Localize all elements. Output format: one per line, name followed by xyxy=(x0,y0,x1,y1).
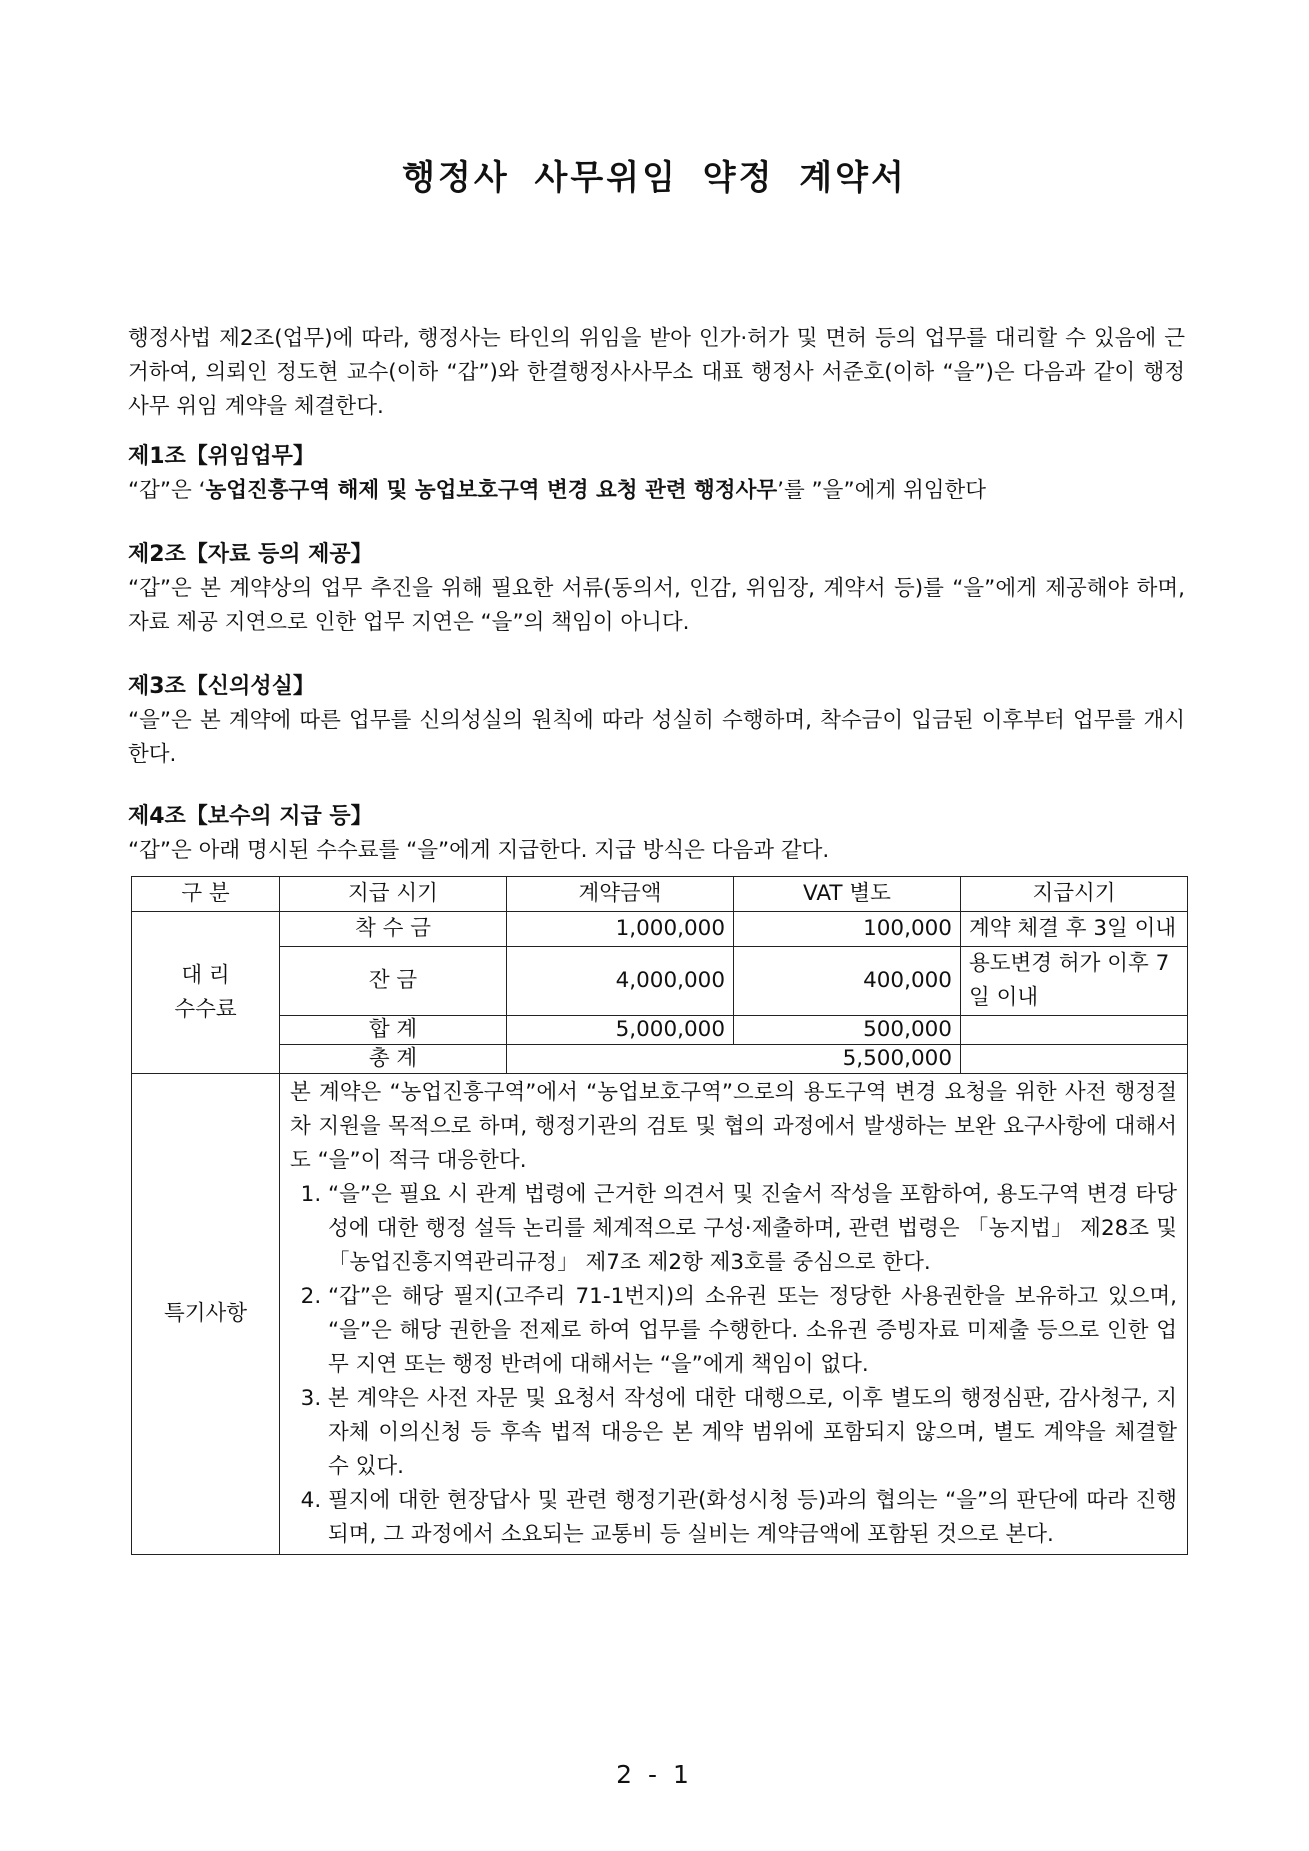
article-3-body: “을”은 본 계약에 따른 업무를 신의성실의 원칙에 따라 성실히 수행하며, 착수금이 입금된 이후부터 업무를 개시한다. xyxy=(128,708,1185,767)
article-1-task: 농업진흥구역 해제 및 농업보호구역 변경 요청 관련 행정사무 xyxy=(205,478,778,503)
notes-row xyxy=(132,1074,1188,1555)
header-cell: 지급 시기 xyxy=(280,877,507,912)
article-1-heading: 제1조【위임업무】 xyxy=(128,444,315,469)
notes-lead: 본 계약은 “농업진흥구역”에서 “농업보호구역”으로의 용도구역 변경 요청을 위한 사전 행정절차 지원을 목적으로 하며, 행정기관의 검토 및 협의 과정에서 발생하는 보완 요구사항에 대해서도 “을”이 적극 대응한다. xyxy=(290,1080,1177,1173)
notes-label: 특기사항 xyxy=(132,1074,280,1555)
row-vat: 100,000 xyxy=(734,912,961,947)
row-timing: 계약 체결 후 3일 이내 xyxy=(961,912,1188,947)
page-number: 2 - 1 xyxy=(616,1760,693,1789)
article-4-body: “갑”은 아래 명시된 수수료를 “을”에게 지급한다. 지급 방식은 다음과 같다. xyxy=(128,838,830,863)
table-row xyxy=(132,912,1188,947)
notes-item: 3. 본 계약은 사전 자문 및 요청서 작성에 대한 대행으로, 이후 별도의 행정심판, 감사청구, 지자체 이의신청 등 후속 법적 대응은 본 계약 범위에 포함되지 않으며, 별도 계약을 체결할 수 있다. xyxy=(328,1382,1177,1484)
document-title: 행정사 사무위임 약정 계약서 xyxy=(402,158,907,198)
header-cell: 계약금액 xyxy=(507,877,734,912)
row-amount: 4,000,000 xyxy=(507,947,734,1016)
row-label: 잔 금 xyxy=(280,947,507,1016)
header-cell: 구 분 xyxy=(132,877,280,912)
total-amount: 5,500,000 xyxy=(507,1045,961,1074)
article-1 xyxy=(128,440,1185,508)
table-header-row xyxy=(132,877,1188,912)
table-row xyxy=(132,947,1188,1016)
notes-item: 2. “갑”은 해당 필지(고주리 71-1번지)의 소유권 또는 정당한 사용권한을 보유하고 있으며, “을”은 해당 권한을 전제로 하여 업무를 수행한다. 소유권 증빙자료 미제출 등으로 인한 업무 지연 또는 행정 반려에 대해서는 “을”에게 책임이 없다. xyxy=(328,1280,1177,1382)
header-cell: VAT 별도 xyxy=(734,877,961,912)
sum-vat: 500,000 xyxy=(734,1016,961,1045)
fee-table xyxy=(131,876,1188,1555)
total-empty xyxy=(961,1045,1188,1074)
row-label: 착 수 금 xyxy=(280,912,507,947)
notes-item: 4. 필지에 대한 현장답사 및 관련 행정기관(화성시청 등)과의 협의는 “을”의 판단에 따라 진행되며, 그 과정에서 소요되는 교통비 등 실비는 계약금액에 포함된 것으로 본다. xyxy=(328,1484,1177,1552)
article-1-body: “갑”은 ‘농업진흥구역 해제 및 농업보호구역 변경 요청 관련 행정사무’를 ”을”에게 위임한다 xyxy=(128,478,987,503)
article-2-body: “갑”은 본 계약상의 업무 추진을 위해 필요한 서류(동의서, 인감, 위임장, 계약서 등)를 “을”에게 제공해야 하며, 자료 제공 지연으로 인한 업무 지연은 “을”의 책임이 아니다. xyxy=(128,576,1185,635)
row-vat: 400,000 xyxy=(734,947,961,1016)
header-cell: 지급시기 xyxy=(961,877,1188,912)
article-4-heading: 제4조【보수의 지급 등】 xyxy=(128,804,373,829)
article-3-heading: 제3조【신의성실】 xyxy=(128,674,315,699)
sum-empty xyxy=(961,1016,1188,1045)
article-4 xyxy=(128,800,1185,868)
sum-amount: 5,000,000 xyxy=(507,1016,734,1045)
intro-paragraph: 행정사법 제2조(업무)에 따라, 행정사는 타인의 위임을 받아 인가·허가 및 면허 등의 업무를 대리할 수 있음에 근거하여, 의뢰인 정도현 교수(이하 “갑”)와 한결행정사사무소 대표 행정사 서준호(이하 “을”)은 다음과 같이 행정사무 위임 계약을 체결한다. xyxy=(128,325,1185,419)
sum-row xyxy=(132,1016,1188,1045)
notes-cell xyxy=(280,1074,1188,1555)
notes-list xyxy=(290,1178,1177,1552)
total-label: 총 계 xyxy=(280,1045,507,1074)
row-amount: 1,000,000 xyxy=(507,912,734,947)
article-2 xyxy=(128,538,1185,640)
sum-label: 합 계 xyxy=(280,1016,507,1045)
row-timing: 용도변경 허가 이후 7일 이내 xyxy=(961,947,1188,1016)
article-3 xyxy=(128,670,1185,772)
article-2-heading: 제2조【자료 등의 제공】 xyxy=(128,542,373,567)
total-row xyxy=(132,1045,1188,1074)
notes-item: 1. “을”은 필요 시 관계 법령에 근거한 의견서 및 진술서 작성을 포함하여, 용도구역 변경 타당성에 대한 행정 설득 논리를 체계적으로 구성·제출하며, 관련 법령은 「농지법」 제28조 및 「농업진흥지역관리규정」 제7조 제2항 제3호를 중심으로 한다. xyxy=(328,1178,1177,1280)
fee-category: 대 리 수수료 xyxy=(132,912,280,1074)
